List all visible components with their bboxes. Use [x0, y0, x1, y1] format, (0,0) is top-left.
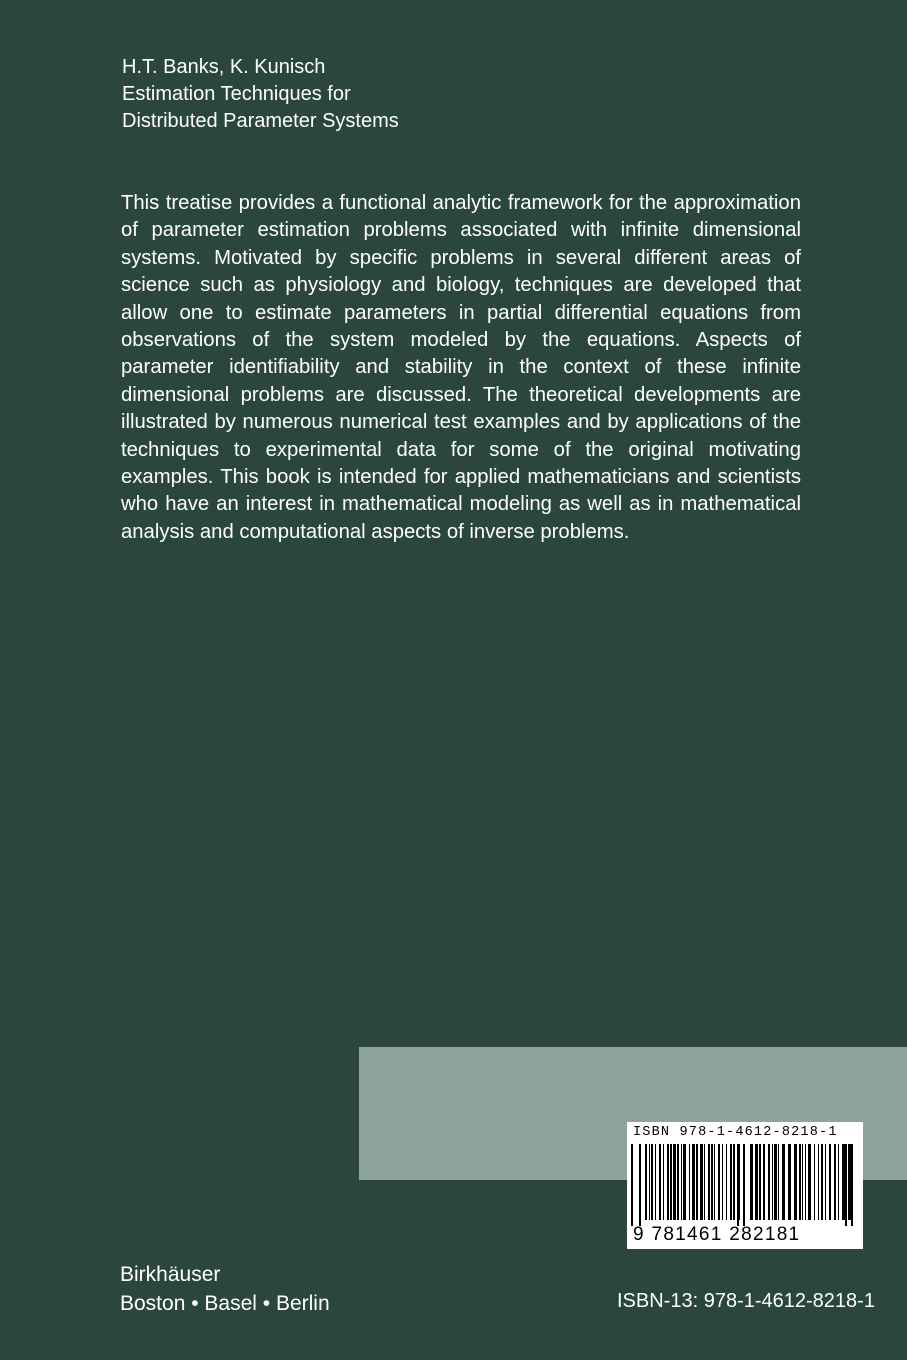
barcode-bar [733, 1144, 735, 1220]
barcode-bar [802, 1144, 803, 1220]
barcode-bar [834, 1144, 836, 1220]
barcode-bar [848, 1144, 851, 1220]
barcode-bar [659, 1144, 661, 1220]
publisher-cities: Boston • Basel • Berlin [120, 1292, 330, 1315]
barcode-digits: 9 781461 282181 [633, 1224, 801, 1245]
barcode-bar [651, 1144, 653, 1220]
barcode-bar [799, 1144, 801, 1220]
barcode-bar [700, 1144, 703, 1220]
barcode-bar [655, 1144, 656, 1220]
barcode-bar [838, 1144, 839, 1220]
barcode-bar [737, 1144, 740, 1220]
barcode-bar [689, 1144, 690, 1220]
barcode-bar [774, 1144, 777, 1220]
barcode-bar [768, 1144, 770, 1220]
barcode-bar [677, 1144, 679, 1220]
barcode-bar [726, 1144, 727, 1220]
barcode-bar [814, 1144, 815, 1220]
barcode-bar [778, 1144, 779, 1220]
barcode-bar [718, 1144, 720, 1220]
barcode-bar [711, 1144, 713, 1220]
barcode-guard-bar [851, 1144, 853, 1226]
barcode-bar [772, 1144, 773, 1220]
barcode-bar [842, 1144, 845, 1220]
barcode-bar [663, 1144, 664, 1220]
barcode-bar [645, 1144, 647, 1220]
barcode-bar [692, 1144, 695, 1220]
barcode-bar [805, 1144, 806, 1220]
title-block [122, 54, 399, 135]
barcode-bar [808, 1144, 811, 1220]
barcode-bar [818, 1144, 819, 1220]
publisher-name: Birkhäuser [120, 1263, 221, 1286]
barcode-bar [704, 1144, 705, 1220]
barcode-bar [696, 1144, 698, 1220]
publisher-block [120, 1260, 330, 1318]
barcode [627, 1122, 863, 1249]
barcode-bar [821, 1144, 823, 1220]
barcode-bar [708, 1144, 710, 1220]
barcode-bar [649, 1144, 650, 1220]
barcode-bar [788, 1144, 791, 1220]
authors: H.T. Banks, K. Kunisch [122, 56, 326, 78]
barcode-bar [794, 1144, 797, 1220]
barcode-isbn-text: ISBN 978-1-4612-8218-1 [633, 1125, 838, 1140]
barcode-bar [667, 1144, 669, 1220]
barcode-bar [782, 1144, 785, 1220]
barcode-bar [681, 1144, 682, 1220]
barcode-bar [750, 1144, 753, 1220]
barcode-bar [759, 1144, 761, 1220]
barcode-bar [829, 1144, 831, 1220]
barcode-bar [825, 1144, 826, 1220]
barcode-guard-bar [743, 1144, 745, 1226]
barcode-guard-bar [639, 1144, 641, 1226]
barcode-bar [846, 1144, 847, 1220]
book-title-line-2: Distributed Parameter Systems [122, 110, 399, 132]
barcode-bar [763, 1144, 765, 1220]
barcode-bar [722, 1144, 723, 1220]
barcode-bar [683, 1144, 686, 1220]
barcode-bar [714, 1144, 715, 1220]
book-title-line-1: Estimation Techniques for [122, 83, 351, 105]
barcode-bar [673, 1144, 676, 1220]
barcode-bar [755, 1144, 758, 1220]
barcode-bar [730, 1144, 732, 1220]
barcode-guard-bar [631, 1144, 633, 1226]
barcode-bar [670, 1144, 672, 1220]
book-description: This treatise provides a functional analytic framework for the approximation of parameter estimation problems associated with infinite dimensional systems. Motivated by specific problems in several different areas of science such as physiology and biology, techniques are developed that allow one to estimate parameters in partial differential equations from observations of the system modeled by the equations. Aspects of parameter identifiability and stability in the context of these infinite dimensional problems are discussed. The theoretical developments are illustrated by numerous numerical test examples and by applications of the techniques to experimental data for some of the original motivating examples. This book is intended for applied mathematicians and scientists who have an interest in mathematical modeling as well as in mathematical analysis and computational aspects of inverse problems. [121, 192, 801, 543]
isbn-13: ISBN-13: 978-1-4612-8218-1 [617, 1290, 875, 1312]
